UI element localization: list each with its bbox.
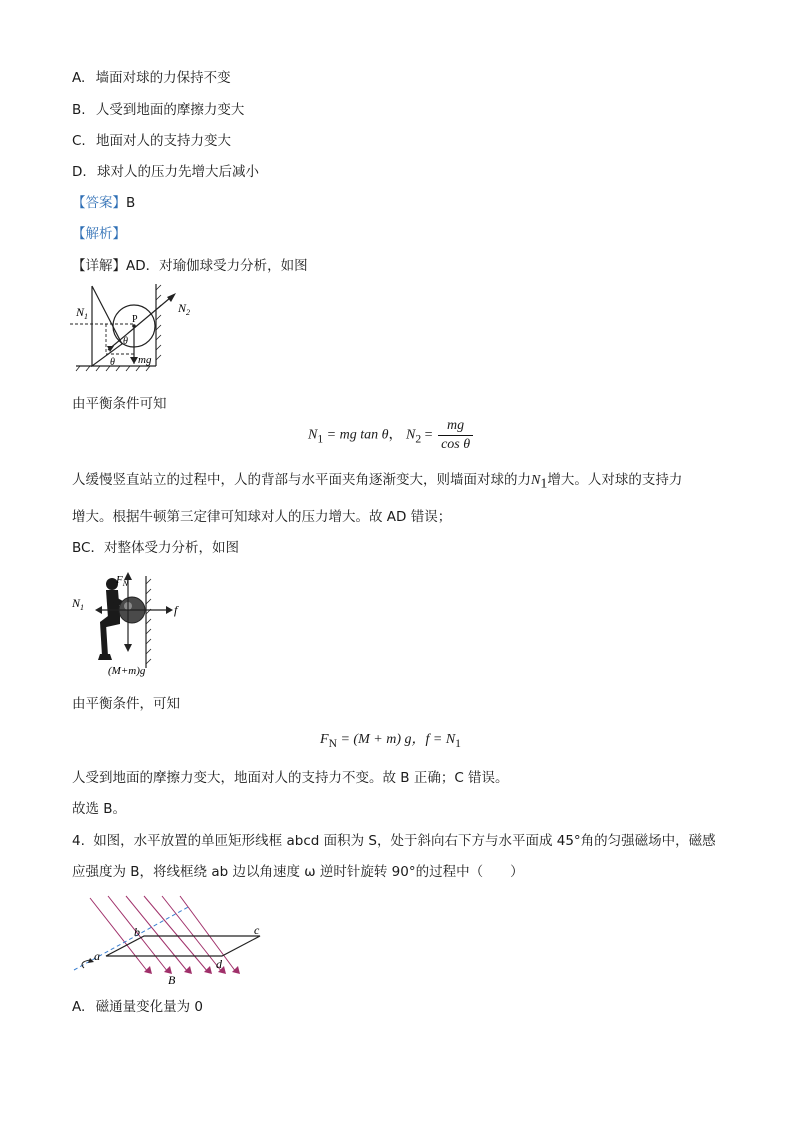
bc-intro: BC．对整体受力分析，如图 — [72, 540, 239, 556]
option-text: 磁通量变化量为 0 — [95, 999, 203, 1015]
detail-line — [72, 254, 308, 274]
mg-arrowhead — [130, 357, 138, 364]
corner-a-label: a — [94, 949, 100, 963]
option-b — [72, 98, 244, 118]
q4-option-a — [72, 995, 203, 1015]
formula-n2-sub: 2 — [415, 432, 422, 446]
conclusion-line: 人受到地面的摩擦力变大，地面对人的支持力不变。故 B 正确；C 错误。 — [72, 770, 509, 786]
answer-line — [72, 191, 135, 211]
option-letter: A. — [72, 999, 86, 1015]
detail-text: AD．对瑜伽球受力分析，如图 — [126, 258, 308, 274]
option-letter: C. — [72, 133, 86, 149]
f-label: f — [174, 603, 178, 617]
q4-stem-line-2: 应强度为 B，将线框绕 ab 边以角速度 ω 逆时针旋转 90°的过程中（ ） — [72, 864, 524, 880]
formula-fraction — [438, 418, 473, 453]
option-d — [72, 160, 259, 180]
theta-label: θ — [123, 336, 128, 347]
formula-fn-sub: N — [328, 736, 337, 750]
paragraph-text-2: 增大。人对球的支持力 — [547, 472, 683, 488]
f-arrowhead — [166, 606, 173, 614]
option-letter: D. — [72, 164, 87, 180]
formula-fn-rhs: = (M + m) g，f = — [336, 732, 446, 747]
option-text: 人受到地面的摩擦力变大 — [95, 102, 245, 118]
option-a — [72, 66, 231, 86]
answer-value: B — [126, 195, 136, 211]
option-text: 墙面对球的力保持不变 — [95, 70, 231, 86]
mg-label: mg — [138, 354, 152, 366]
balance-condition-2: 由平衡条件，可知 — [72, 696, 180, 712]
corner-b-label: b — [134, 925, 140, 939]
analysis-tag: 【解析】 — [72, 226, 126, 242]
fraction-numerator: mg — [438, 418, 473, 436]
option-letter: B. — [72, 102, 86, 118]
paragraph-line-1 — [72, 468, 682, 493]
formula-n1-symbol: N — [308, 427, 318, 443]
q4-number: 4. — [72, 833, 85, 849]
paragraph-line-2: 增大。根据牛顿第三定律可知球对人的压力增大。故 AD 错误； — [72, 509, 452, 525]
magnetic-field-lines — [90, 896, 236, 972]
fn-label: $F_N$ — [116, 574, 129, 588]
formula-n1-symbol: N — [445, 732, 456, 747]
corner-c-label: c — [254, 923, 260, 937]
paragraph-text-1: 人缓慢竖直站立的过程中，人的背部与水平面夹角逐渐变大，则墙面对球的力 — [72, 472, 531, 488]
answer-tag: 【答案】 — [72, 195, 126, 211]
whole-body-force-diagram — [70, 566, 210, 678]
wall-hatching — [146, 579, 151, 664]
choose-line: 故选 B。 — [72, 801, 127, 817]
rectangular-coil — [106, 936, 260, 956]
n1-arrowhead — [95, 606, 102, 614]
option-text: 地面对人的支持力变大 — [96, 133, 232, 149]
field-arrowheads — [144, 966, 240, 974]
theta-label-bottom: θ — [110, 357, 115, 368]
detail-tag: 【详解】 — [72, 258, 126, 274]
formula-n1-sub: 1 — [317, 432, 324, 446]
option-text: 球对人的压力先增大后减小 — [96, 164, 259, 180]
n2-arrowhead — [167, 293, 176, 302]
n1-label: $N_1$ — [76, 305, 89, 321]
balance-condition-1: 由平衡条件可知 — [72, 396, 167, 412]
n2-label: $N_2$ — [178, 301, 191, 317]
formula-n2-symbol: N — [406, 427, 416, 443]
q4-stem-line-1 — [72, 829, 716, 849]
formula-1 — [308, 418, 475, 453]
field-b-label: B — [168, 973, 176, 987]
option-c — [72, 129, 231, 149]
weight-arrowhead — [124, 644, 132, 652]
coil-field-diagram — [70, 892, 280, 988]
option-letter: A. — [72, 70, 86, 86]
formula-n1-sub: 1 — [455, 736, 461, 750]
formula-fn-symbol: F — [320, 732, 329, 747]
analysis-line — [72, 222, 126, 242]
n1-subscript-inline: 1 — [540, 476, 548, 492]
formula-n1-rhs: = mg tan θ — [323, 427, 389, 443]
weight-label: (M+m)g — [108, 665, 146, 677]
n1-label: $N_1$ — [72, 596, 85, 612]
formula-separator: ， — [388, 427, 403, 443]
formula-equals: = — [421, 427, 437, 443]
ball-force-diagram — [70, 284, 210, 380]
corner-d-label: d — [216, 957, 222, 971]
center-label: P — [132, 314, 138, 325]
formula-2 — [320, 728, 461, 750]
n1-symbol-inline: N — [531, 473, 541, 488]
fraction-denominator: cos θ — [441, 437, 471, 452]
q4-text-1: 如图，水平放置的单匝矩形线框 abcd 面积为 S，处于斜向右下方与水平面成 45°角的匀强磁场中，磁感 — [93, 833, 716, 849]
wall-hatching — [156, 285, 161, 360]
